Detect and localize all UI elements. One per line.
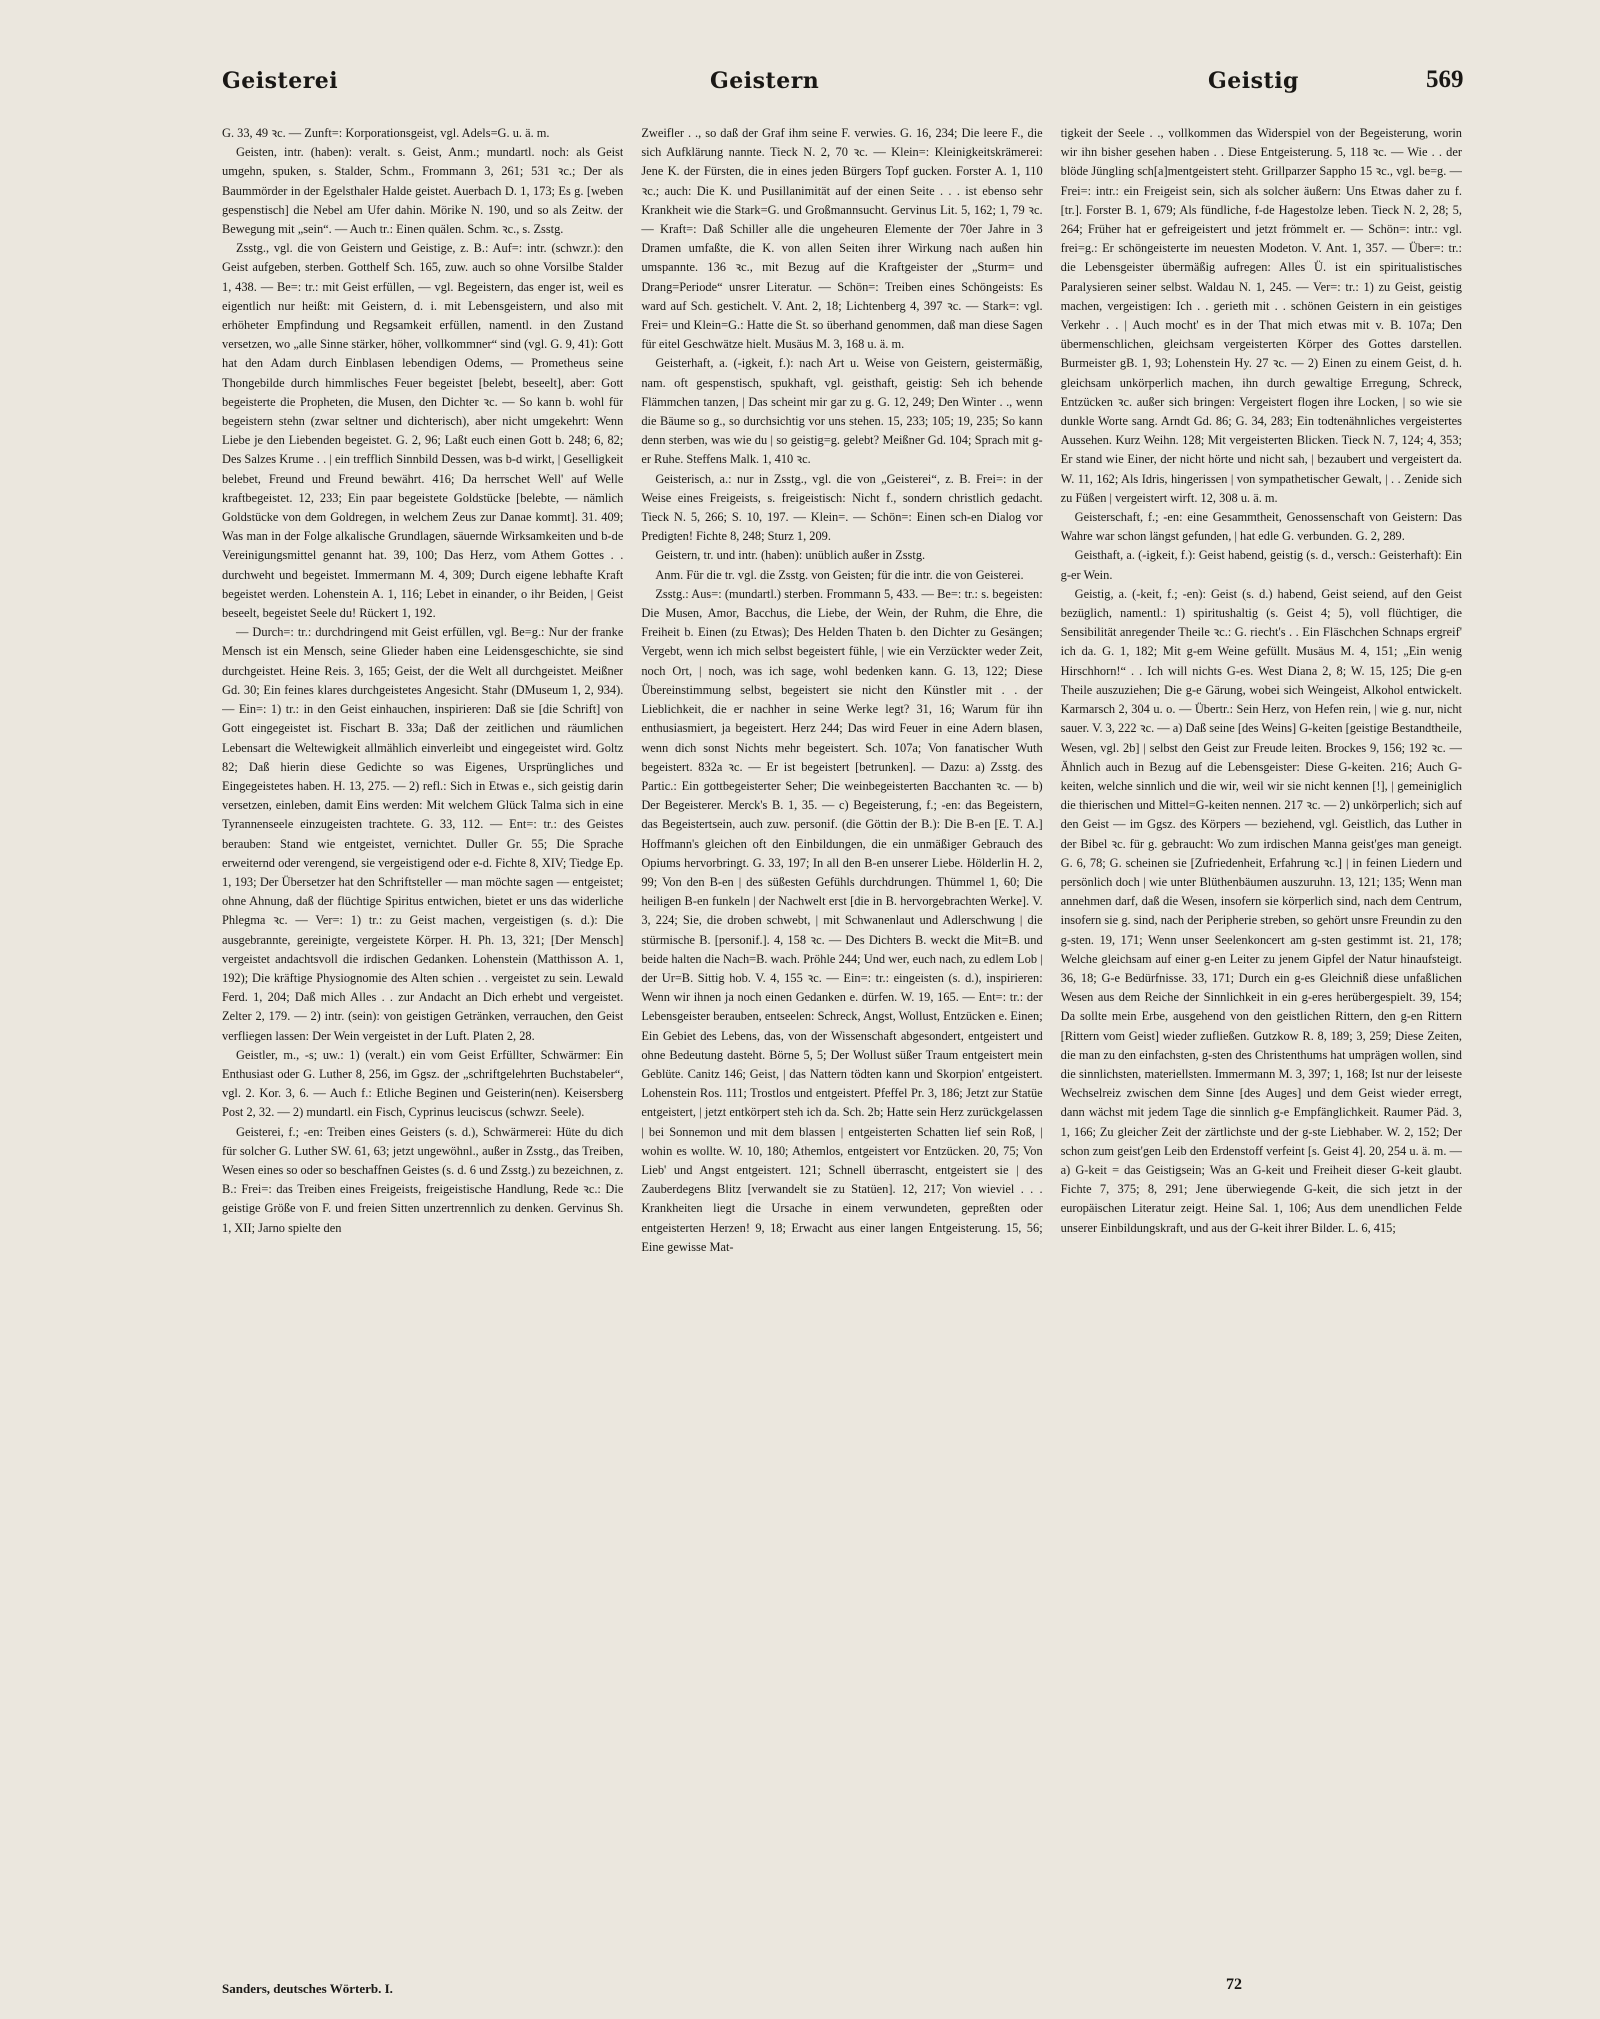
footer-publication-line: Sanders, deutsches Wörterb. I.	[222, 1981, 393, 1996]
entry-paragraph: tigkeit der Seele . ., vollkommen das Widerspiel von der Begeisterung, worin wir ihn bisher gesehen haben . . Diese Entgeisterung. 5, 118 ꝛc. — Wie . . der blöde Jüngling sch[a]mentgeistert steht. Grillparzer Sappho 15 ꝛc., vgl. be=g. — Frei=: intr.: ein Freigeist sein, sich als solcher äußern: Uns Etwas daher zu f. [tr.]. Forster B. 1, 679; Als fündliche, f-de Hagestolze leben. Tieck N. 2, 28; 5, 264; Früher hat er gefreigeistert und jetzt frömmelt er. — Schön=: intr.: vgl. frei=g.: Er schöngeisterte im neuesten Modeton. V. Ant. 1, 357. — Über=: tr.: die Lebensgeister übermäßig aufregen: Alles Ü. ist ein spiritualistisches Paralysieren seiner selbst. Waldau N. 1, 245. — Ver=: tr.: 1) zu Geist, geistig machen, vergeistigen: Ich . . gerieth mit . . schönen Geistern in ein geistiges Verkehr . . | Auch mocht' es in der That mich etwas mit v. B. 107a; Den übermenschlichen, gleichsam vergeisterten Körper des Gottes darstellen. Burmeister gB. 1, 93; Lohenstein Hy. 27 ꝛc. — 2) Einen zu einem Geist, d. h. gleichsam unkörperlich machen, ihn durch gewaltige Erregung, Schreck, Entzücken ꝛc. außer sich bringen: Vergeistert flogen ihre Locken, | so wie sie dunkle Worte sang. Arndt Gd. 86; G. 34, 283; Ein todtenähnliches vergeistertes Aussehen. Kurz Weihn. 128; Mit vergeisterten Blicken. Tieck N. 7, 124; 4, 353; Er stand wie Einer, der nicht hörte und nicht sah, | bezaubert und vergeistert da. W. 11, 162; Als Idris, hingerissen | von sympathetischer Gewalt, | . . Zenide sich zu Füßen | vergeistert wirft. 12, 308 u. ä. m.	[1060, 126, 1462, 505]
entry-paragraph: Zsstg., vgl. die von Geistern und Geistige, z. B.: Auf=: intr. (schwzr.): den Geist aufgeben, sterben. Gotthelf Sch. 165, zuw. auch so ohne Vorsilbe Stalder 1, 438. — Be=: tr.: mit Geist erfüllen, — vgl. Begeistern, das enger ist, weil es eigentlich nur heißt: mit Geistern, d. i. mit Lebensgeistern, und also mit erhöheter Empfindung und Regsamkeit erfüllen, namentl. in den Zustand versetzen, wo „alle Sinne stärker, höher, vollkommner“ sind (vgl. G. 9, 41): Gott hat den Adam durch Einblasen lebendigen Odems, — Prometheus seine Thongebilde durch himmlisches Feuer begeistet [belebt, beseelt], aber: Gott begeisterte die Propheten, die Musen, den Dichter ꝛc. — So kann b. wohl für begeistern stehn (zwar seltner und dichterisch), aber nicht umgekehrt: Wenn Liebe je den Liebenden begeistet. G. 2, 96; Laßt euch einen Gott b. 248; 6, 82; Des Salzes Krume . . | ein trefflich Sinnbild Dessen, was b-d wirkt, | Geselligkeit belebet, Freund und Freund bewährt. 416; Da herrschet Well' auf Welle kraftbegeistet. 12, 233; Ein paar begeistete Goldstücke [belebte, — nämlich Goldstücke von dem Goldregen, in welchem Zeus zur Danae kommt]. 31. 409; Was man in der Folge alkalische Grundlagen, säuernde Wirksamkeiten und b-de Vereinigungsmittel genannt hat. 39, 100; Das Herz, vom Athem Gottes . . durchweht und begeistet. Immermann M. 4, 309; Durch eigene lebhafte Kraft begeistet werden. Lohenstein A. 1, 116; Lebet in einander, o ihr Beiden, | Geist beseelt, begeistet Seele du! Rückert 1, 192.	[222, 241, 624, 621]
entry-paragraph: Geisterisch, a.: nur in Zsstg., vgl. die von „Geisterei“, z. B. Frei=: in der Weise eines Freigeists, s. freigeistisch: Nicht f., sondern christlich gedacht. Tieck N. 5, 266; S. 10, 197. — Klein=. — Schön=: Einen sch-en Dialog vor Predigten! Fichte 8, 248; Sturz 1, 209.	[641, 471, 1043, 544]
entry-paragraph: Geisterschaft, f.; -en: eine Gesammtheit, Genossenschaft von Geistern: Das Wahre war schon längst gefunden, | hat edle G. verbunden. G. 2, 289.	[1060, 510, 1462, 544]
entry-paragraph: Geisterhaft, a. (-igkeit, f.): nach Art u. Weise von Geistern, geistermäßig, nam. oft gespenstisch, spukhaft, vgl. geisthaft, geistig: Seh ich behende Flämmchen tanzen, | Das scheint mir gar zu g. G. 12, 249; Den Winter . ., wenn die Bäume so g., so durchsichtig vor uns stehen. 15, 233; 105; 19, 235; So kann denn sterben, was wie du | so geistig=g. gelebt? Meißner Gd. 104; Sprach mit g-er Ruhe. Steffens Malk. 1, 410 ꝛc.	[641, 356, 1043, 467]
header-left-headword: Geisterei	[222, 68, 339, 94]
header-right-headword: Geistig	[1208, 68, 1299, 94]
page-number: 569	[1426, 66, 1464, 93]
running-header	[0, 68, 1600, 108]
column-1	[222, 124, 623, 1944]
entry-paragraph: Geisten, intr. (haben): veralt. s. Geist, Anm.; mundartl. noch: als Geist umgehn, spuken, s. Stalder, Schm., Frommann 3, 261; 531 ꝛc.; Der als Baummörder in der Egelsthaler Halde geistet. Auerbach D. 1, 173; Es g. [weben gespenstisch] die Nebel am Ufer dahin. Mörike N. 190, und so als Zeitw. der Bewegung mit „sein“. — Auch tr.: Einen quälen. Schm. ꝛc., s. Zsstg.	[222, 145, 624, 237]
entry-paragraph: — Durch=: tr.: durchdringend mit Geist erfüllen, vgl. Be=g.: Nur der franke Mensch ist ein Mensch, seine Glieder haben eine Leidensgeschichte, sie sind durchgeistet. Heine Reis. 3, 165; Geist, der die Welt all durchgeistet. Meißner Gd. 30; Ein feines klares durchgeistetes Angesicht. Stahr (DMuseum 1, 2, 934). — Ein=: 1) tr.: in den Geist einhauchen, inspirieren: Daß sie [die Schrift] von Gott eingegeistet ist. Fischart B. 33a; Daß der zeitlichen und räumlichen Lebensart die Weltewigkeit allmählich einverleibt und eingegeistet wird. Goltz 82; Daß hierin diese Gedichte so was Eigenes, Ursprüngliches und Eingegeistetes haben. H. 13, 275. — 2) refl.: Sich in Etwas e., sich geistig darin versetzen, einleben, damit Eins werden: Mit welchem Glück Talma sich in eine Tyrannenseele einzugeisten trachtete. G. 33, 112. — Ent=: tr.: des Geistes berauben: Stand wie entgeistet, vernichtet. Duller Gr. 55; Die Sprache erweiternd oder verengend, sie vergeistigend oder e-d. Fichte 8, XIV; Tiedge Ep. 1, 193; Der Übersetzer hat den Schriftsteller — man möchte sagen — entgeistet; ohne Ahnung, daß der flüchtige Spiritus entwichen, bietet er uns das widerliche Phlegma ꝛc. — Ver=: 1) tr.: zu Geist machen, vergeistigen (s. d.): Die ausgebrannte, gereinigte, vergeistete Körper. H. Ph. 13, 321; [Der Mensch] vergeistet andachtsvoll die irdischen Gedanken. Lohenstein (Matthisson A. 1, 192); Die kräftige Physiognomie des Alten schien . . vergeistet zu sein. Lewald Ferd. 1, 204; Daß mich Alles . . zur Andacht an Dich erhebt und vergeistet. Zelter 2, 179. — 2) intr. (sein): von geistigen Getränken, verrauchen, den Geist verfliegen lassen: Der Wein vergeistet in der Luft. Platen 2, 28.	[222, 625, 624, 1043]
column-2	[641, 124, 1042, 1944]
entry-paragraph: Zsstg.: Aus=: (mundartl.) sterben. Frommann 5, 433. — Be=: tr.: s. begeisten: Die Musen, Amor, Bacchus, die Liebe, der Wein, der Ruhm, die Ehre, die Freiheit b. Einen (zu Etwas); Des Helden Thaten b. den Dichter zu Gesängen; Vergebt, wenn ich mich selbst begeistert fühle, | wie ein Verzückter weder Zeit, noch Ort, | noch, was ich sage, wohl bedenken kann. G. 13, 122; Diese Übereinstimmung selbst, begeistert sie nicht den Künstler mit . . der Lieblichkeit, die er nachher in seine Werke legt? 31, 16; Warum für ihn enthusiasmiert, ja begeistert. Herz 244; Das wird Feuer in eine Adern blasen, wenn dich sonst Nichts mehr begeistert. Sch. 107a; Von fanatischer Wuth begeistert. 832a ꝛc. — Er ist begeistert [betrunken]. — Dazu: a) Zsstg. des Partic.: Ein gottbegeisterter Seher; Die weinbegeisterten Bacchanten ꝛc. — b) Der Begeisterer. Merck's B. 1, 35. — c) Begeisterung, f.; -en: das Begeistern, das Begeistertsein, auch zuw. personif. (die Göttin der B.): Die B-en [E. T. A.] Hoffmann's gleichen oft den Einbildungen, die ein unmäßiger Gebrauch des Opiums hervorbringt. G. 33, 197; In all den B-en unserer Liebe. Hölderlin H. 2, 99; Von den B-en | des süßesten Gefühls durchdrungen. Thümmel 1, 60; Die heiligen B-en funkeln | der Nachwelt erst [die in B. hervorgebrachten Werke]. V. 3, 224; Sie, die droben schwebt, | mit Schwanenlaut und Adlerschwung | die stürmische B. [personif.]. 4, 158 ꝛc. — Des Dichters B. weckt die Mit=B. und beide halten die Nach=B. wach. Pröhle 244; Und wer, euch nach, zu edlem Lob | der Ur=B. Sittig hob. V. 4, 155 ꝛc. — Ein=: tr.: eingeisten (s. d.), inspirieren: Wenn wir ihnen ja noch einen Gedanken e. dürfen. W. 19, 165. — Ent=: tr.: der Lebensgeister berauben, entseelen: Schreck, Angst, Wollust, Entzücken e. Einen; Ein Gebiet des Lebens, das, von der Wissenschaft abgesondert, entgeistert und ohne Bedeutung dasteht. Börne 5, 5; Der Wollust süßer Traum entgeistert mein Geblüte. Canitz 146; Geist, | das Nattern tödten kann und Skorpion' entgeistert. Lohenstein Ros. 111; Trostlos und entgeistert. Pfeffel Pr. 3, 186; Jetzt zur Statüe entgeistert, | jetzt entkörpert steh ich da. Sch. 2b; Hatte sein Herz zurückgelassen | bei Sonnemon und mit dem blassen | entgeisterten Schatten lief sein Roß, | wohin es wollte. W. 10, 180; Athemlos, entgeistert vor Entzücken. 20, 75; Von Lieb' und Angst entgeistert. 121; Schnell überrascht, entgeistert sie | des Zauberdegens Blitz [verwandelt sie zu Statüen]. 12, 217; Von wieviel . . . Krankheiten liegt die Ursache in einem verwundeten, gepreßten oder entgeisterten Herzen! 9, 18; Erwacht aus einer langen Entgeisterung. 15, 56; Eine gewisse Mat-	[641, 586, 1043, 1254]
entry-paragraph: G. 33, 49 ꝛc. — Zunft=: Korporationsgeist, vgl. Adels=G. u. ä. m.	[222, 126, 550, 140]
footer-signature-mark: 72	[1226, 1976, 1242, 1993]
column-3	[1061, 124, 1462, 1944]
entry-paragraph: Geistig, a. (-keit, f.; -en): Geist (s. d.) habend, Geist seiend, auf den Geist bezüglich, namentl.: 1) spiritushaltig (s. Geist 4; 5), voll flüchtiger, die Sensibilität anregender Theile ꝛc.: G. riecht's . . Ein Fläschchen Schnaps ergreif' ich da. G. 1, 182; Mit g-em Weine gefüllt. Musäus M. 4, 151; „Ein wenig Hirschhorn!“ . . Ich will nichts G-es. West Diana 2, 8; W. 15, 125; Die g-en Theile auszuziehen; Die g-e Gärung, wobei sich Weingeist, Alkohol entwickelt. Karmarsch 2, 304 u. o. — Übertr.: Sein Herz, von Hefen rein, | wie g. nur, nicht sauer. V. 3, 222 ꝛc. — a) Daß seine [des Weins] G-keiten [geistige Bestandtheile, Wesen, vgl. 2b] | selbst den Geist zur Freude leiten. Brockes 9, 156; 192 ꝛc. — Ähnlich auch in Bezug auf die Lebensgeister: Diese G-keiten. 216; Auch G-keiten, welche sinnlich und die wir, weil wir sie nicht kennen [!], | gemeiniglich die thierischen und Mittel=G-keiten nennen. 217 ꝛc. — 2) unkörperlich; sich auf den Geist — im Ggsz. des Körpers — beziehend, vgl. Geistlich, das Luther in der Bibel ꝛc. für g. gebraucht: Wo zum irdischen Manna geist'ges man geneigt. G. 6, 78; G. scheinen sie [Zufriedenheit, Erfahrung ꝛc.] | in feinen Liedern und persönlich doch | wie unter Blüthenbäumen auszuruhn. 13, 121; 135; Wenn man annehmen darf, daß die Wesen, insofern sie körperlich sind, nach dem Centrum, insofern sie g. sind, nach der Peripherie streben, so gehört unsre Freundin zu den g-sten. 19, 171; Wenn unser Seelenkoncert am g-sten gestimmt ist. 21, 178; Welche gleichsam auf einer g-en Leiter zu jenem Gipfel der Natur hinaufsteigt. 36, 18; G-e Bedürfnisse. 33, 171; Durch ein g-es Gleichniß diese unfaßlichen Wesen aus dem Reiche der Sinnlichkeit in ein g-eres herübergespielt. 39, 154; Da sollte mein Erbe, ausgehend von den geistlichen Rittern, den g-en Rittern [Rittern vom Geist] wieder zufließen. Gutzkow R. 8, 189; 3, 259; Diese Zeiten, die man zu den einfachsten, g-sten des Christenthums hat umprägen wollen, sind die sinnlichsten, materiellsten. Immermann M. 3, 397; 1, 168; Ist nur der leiseste Wechselreiz zwischen dem Sinne [des Auges] und dem Geist wieder erregt, dann wächst mit jedem Tage die sinnlich g-e Empfänglichkeit. Raumer Päd. 3, 1, 166; Zu gleicher Zeit der zärtlichste und der g-ste Liebhaber. W. 2, 152; Der schon zum geist'gen Leib den Erdenstoff verfeint [s. Geist 4]. 20, 254 u. ä. m. — a) G-keit = das Geistigsein; Was an G-keit und Freiheit dieser G-keit glaubt. Fichte 7, 375; 8, 291; Jene überwiegende G-keit, die sich jetzt in der europäischen Literatur zeigt. Heine Sal. 1, 106; Aus dem unendlichen Felde unserer Einbildungskraft, und aus der G-keit ihrer Bilder. L. 6, 415;	[1060, 586, 1462, 1235]
entry-paragraph: Geisthaft, a. (-igkeit, f.): Geist habend, geistig (s. d., versch.: Geisterhaft): Ein g-er Wein.	[1060, 548, 1462, 582]
entry-paragraph: Geistern, tr. und intr. (haben): unüblich außer in Zsstg.	[655, 548, 926, 563]
entry-paragraph: Anm. Für die tr. vgl. die Zsstg. von Geisten; für die intr. die von Geisterei.	[655, 567, 1024, 582]
text-columns	[222, 124, 1462, 1944]
entry-paragraph: Geistler, m., -s; uw.: 1) (veralt.) ein vom Geist Erfüllter, Schwärmer: Ein Enthusiast oder G. Luther 8, 256, im Ggsz. der „schriftgelehrten Buchstabeler“, vgl. 2. Kor. 3, 6. — Auch f.: Etliche Beginen und Geisterin(nen). Keisersberg Post 2, 32. — 2) mundartl. ein Fisch, Cyprinus leuciscus (schwzr. Seele).	[222, 1047, 624, 1120]
entry-paragraph: Geisterei, f.; -en: Treiben eines Geisters (s. d.), Schwärmerei: Hüte du dich für solcher G. Luther SW. 61, 63; jetzt ungewöhnl., außer in Zsstg., das Treiben, Wesen eines so oder so beschaffnen Geistes (s. d. 6 und Zsstg.) zu bezeichnen, z. B.: Frei=: das Treiben eines Freigeists, freigeistische Handlung, Rede ꝛc.: Die geistige Größe von F. und freien Sitten unzertrennlich zu denken. Gervinus Sh. 1, XII; Jarno spielte den	[222, 1124, 624, 1235]
header-center-headword: Geistern	[710, 68, 820, 94]
entry-paragraph: Zweifler . ., so daß der Graf ihm seine F. verwies. G. 16, 234; Die leere F., die sich Aufklärung nannte. Tieck N. 2, 70 ꝛc. — Klein=: Kleinigkeitskrämerei: Jene K. der Fürsten, die in eines jeden Bürgers Topf gucken. Forster A. 1, 110 ꝛc.; auch: Die K. und Pusillanimität auf der einen Seite . . . ist ebenso sehr Krankheit wie die Stark=G. und Großmannsucht. Gervinus Lit. 5, 162; 1, 79 ꝛc. — Kraft=: Daß Schiller alle die ungeheuren Elemente der 70er Jahre in 3 Dramen umfaßte, die K. von allen Seiten ihrer Wirkung nach außen hin umspannte. 136 ꝛc., mit Bezug auf die Kraftgeister der „Sturm= und Drang=Periode“ unsrer Literatur. — Schön=: Treiben eines Schöngeists: Es ward auf Sch. gestichelt. V. Ant. 2, 18; Lichtenberg 4, 397 ꝛc. — Stark=: vgl. Frei= und Klein=G.: Hatte die St. so überhand genommen, daß man diese Sagen für eitel Geschwätze hielt. Musäus M. 3, 168 u. ä. m.	[641, 126, 1043, 352]
